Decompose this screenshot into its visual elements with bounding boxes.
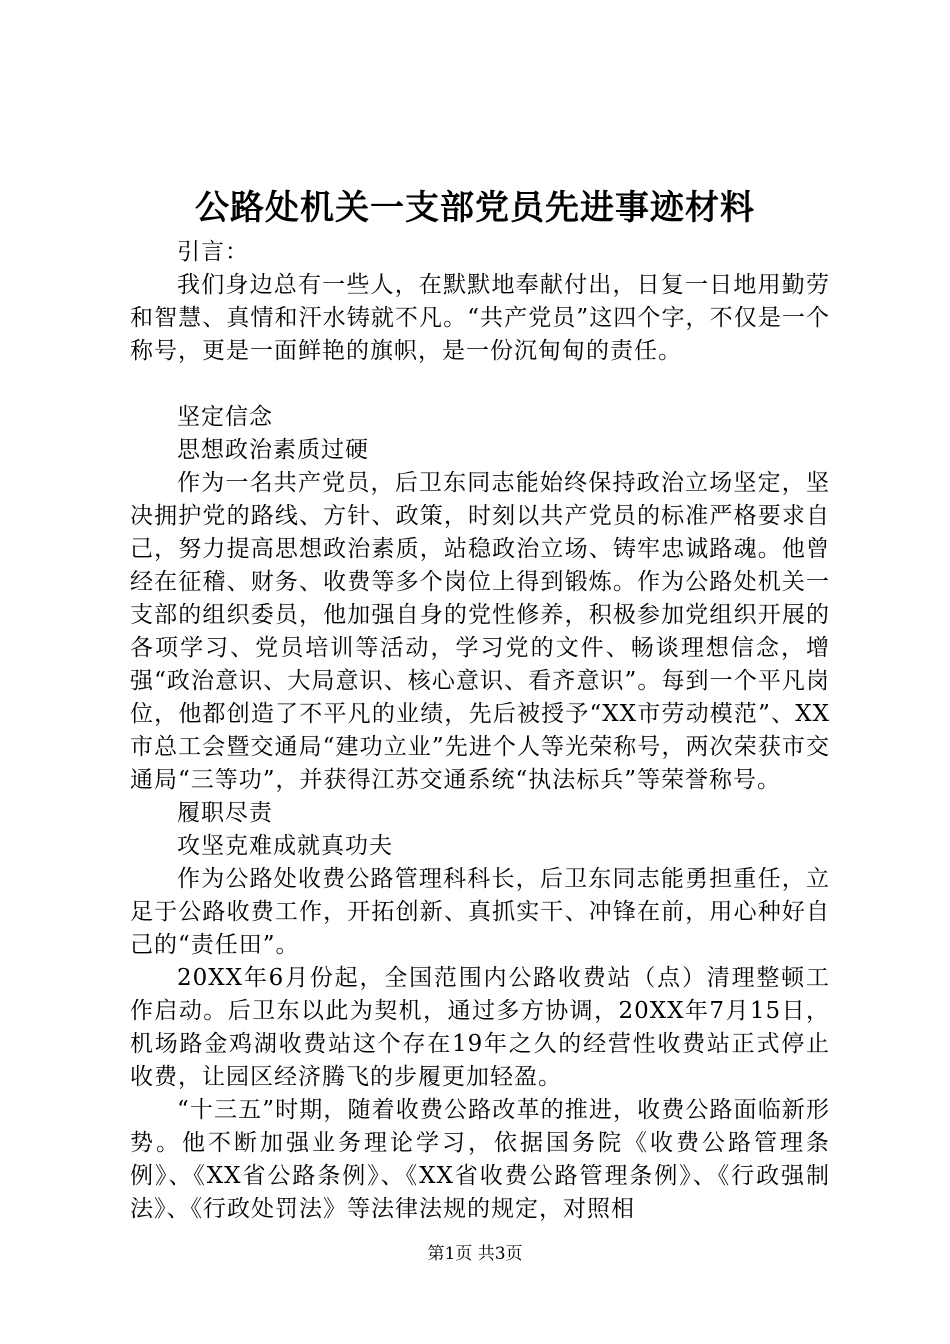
paragraph: “十三五”时期，随着收费公路改革的推进，收费公路面临新形势。他不断加强业务理论学习，依据国务院《收费公路管理条例》、《XX省公路条例》、《XX省收费公路管理条例》、《行政强制法》、《行政处罚法》等法律法规的规定，对照相	[130, 1097, 830, 1222]
page-footer: 第1页 共3页	[427, 1244, 523, 1264]
paragraph: 作为一名共产党员，后卫东同志能始终保持政治立场坚定，坚决拥护党的路线、方针、政策，时刻以共产党员的标准严格要求自己，努力提高思想政治素质，站稳政治立场、铸牢忠诚路魂。他曾经在征稽、财务、收费等多个岗位上得到锻炼。作为公路处机关一支部的组织委员，他加强自身的党性修养，积极参加党组织开展的各项学习、党员培训等活动，学习党的文件、畅谈理想信念，增强“政治意识、大局意识、核心意识、看齐意识”。每到一个平凡岗位，他都创造了不平凡的业绩，先后被授予“XX市劳动模范”、XX市总工会暨交通局“建功立业”先进个人等光荣称号，两次荣获市交通局“三等功”，并获得江苏交通系统“执法标兵”等荣誉称号。	[130, 470, 830, 793]
section-subheading: 攻坚克难成就真功夫	[177, 833, 393, 859]
section-heading: 履职尽责	[177, 800, 273, 826]
paragraph: 20XX年6月份起，全国范围内公路收费站（点）清理整顿工作启动。后卫东以此为契机，通过多方协调，20XX年7月15日，机场路金鸡湖收费站这个存在19年之久的经营性收费站正式停止收费，让园区经济腾飞的步履更加轻盈。	[130, 965, 830, 1090]
document-title: 公路处机关一支部党员先进事迹材料	[195, 188, 755, 228]
section-heading: 坚定信念	[177, 404, 273, 430]
paragraph-intro: 我们身边总有一些人，在默默地奉献付出，日复一日地用勤劳和智慧、真情和汗水铸就不凡。“共产党员”这四个字，不仅是一个称号，更是一面鲜艳的旗帜，是一份沉甸甸的责任。	[130, 272, 830, 364]
document-body	[130, 236, 830, 1226]
paragraph-intro-label: 引言：	[177, 239, 249, 265]
section-subheading: 思想政治素质过硬	[177, 437, 369, 463]
paragraph: 作为公路处收费公路管理科科长，后卫东同志能勇担重任，立足于公路收费工作，开拓创新、真抓实干、冲锋在前，用心种好自己的“责任田”。	[130, 866, 830, 958]
